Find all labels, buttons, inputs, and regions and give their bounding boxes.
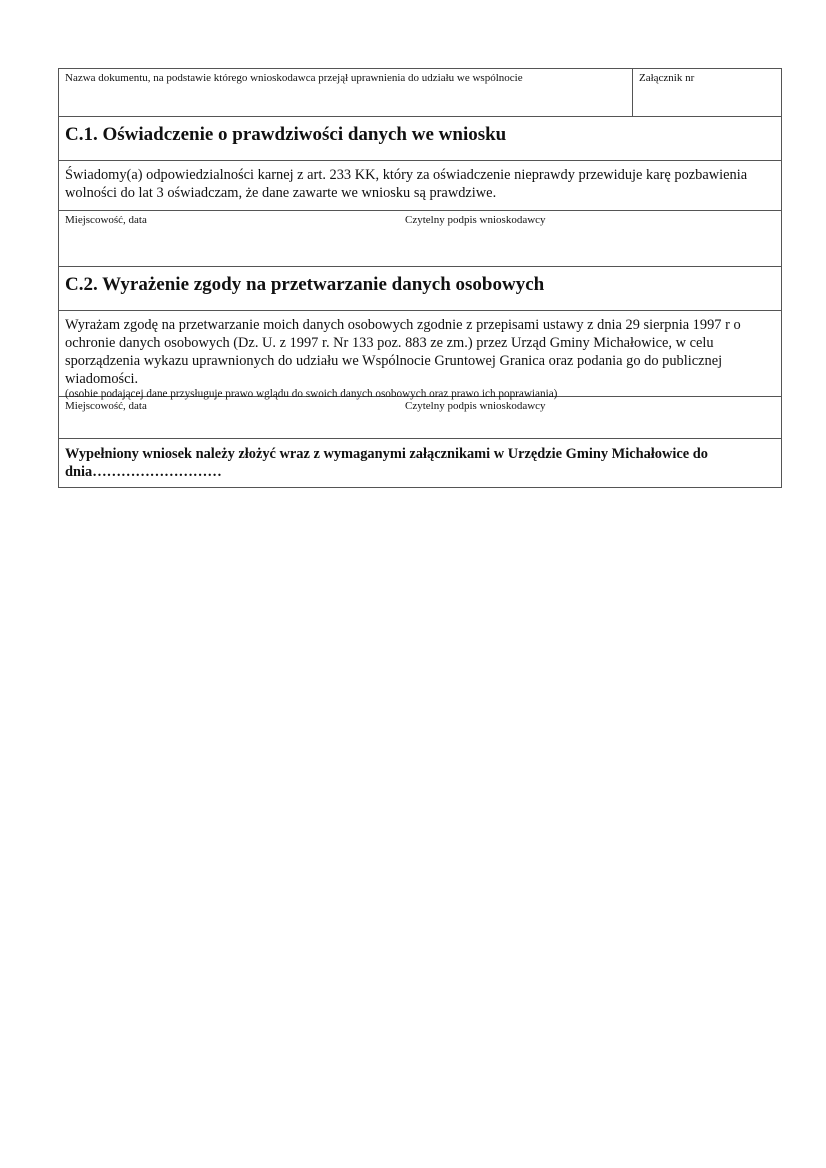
consent-note: (osobie podającej dane przysługuje prawo wglądu do swoich danych osobowych oraz prawo ich poprawiania) <box>65 388 558 400</box>
document-name-row <box>59 69 781 117</box>
place-date-field[interactable]: Miejscowość, data <box>65 214 147 226</box>
consent-text: Wyrażam zgodę na przetwarzanie moich danych osobowych zgodnie z przepisami ustawy z dnia 29 sierpnia 1997 r o ochronie danych osobowych (Dz. U. z 1997 r. Nr 133 poz. 883 ze zm.) przez Urząd Gminy Michałowice, w celu sporządzenia wykazu uprawnionych do udziału we Wspólnocie Gruntowej Granica oraz podania go do publicznej wiadomości. <box>65 317 741 387</box>
section-c1-heading: C.1. Oświadczenie o prawdziwości danych we wniosku <box>59 117 781 161</box>
signature-field[interactable]: Czytelny podpis wnioskodawcy <box>405 214 546 226</box>
application-form <box>58 68 782 488</box>
section-c2-heading: C.2. Wyrażenie zgody na przetwarzanie danych osobowych <box>59 267 781 311</box>
section-c2-signature-row <box>59 397 781 439</box>
section-c1-statement: Świadomy(a) odpowiedzialności karnej z art. 233 KK, który za oświadczenie nieprawdy przewiduje karę pozbawienia wolności do lat 3 oświadczam, że dane zawarte we wniosku są prawdziwe. <box>59 161 781 211</box>
section-c2-statement <box>59 311 781 400</box>
attachment-number-field[interactable]: Załącznik nr <box>639 72 695 84</box>
submission-instruction: Wypełniony wniosek należy złożyć wraz z wymaganymi załącznikami w Urzędzie Gminy Michałowice do dnia……………………… <box>65 446 708 480</box>
section-c1-signature-row <box>59 211 781 267</box>
document-name-field[interactable]: Nazwa dokumentu, na podstawie którego wnioskodawca przejął uprawnienia do udziału we wspólnocie <box>59 69 633 116</box>
signature-field[interactable]: Czytelny podpis wnioskodawcy <box>405 400 546 412</box>
place-date-field[interactable]: Miejscowość, data <box>65 400 147 412</box>
